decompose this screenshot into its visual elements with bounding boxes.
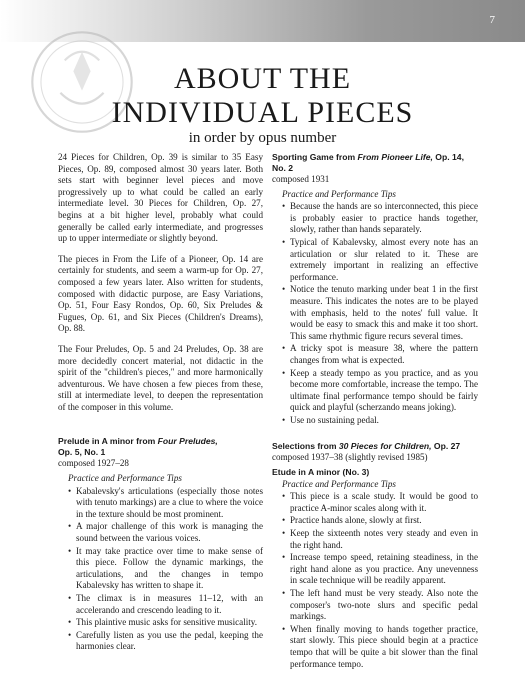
page-title-line2: INDIVIDUAL PIECES: [111, 96, 414, 129]
list-item: • A major challenge of this work is managing the sound between the various voices.: [68, 521, 263, 544]
sporting-composed: composed 1931: [272, 174, 330, 184]
list-item: • Keep a steady tempo as you practice, and as you become more comfortable, increase the tempo. The ultimate final performance tempo should be fairly quick and playful (scherzando means joking).: [282, 368, 478, 414]
list-item: • The left hand must be very steady. Also note the composer's two-note slurs and specific pedal markings.: [282, 588, 478, 623]
etude-heading: Etude in A minor (No. 3): [272, 467, 370, 478]
page-number: 7: [489, 14, 495, 26]
sporting-tips-list: [282, 201, 478, 426]
list-item: • Typical of Kabalevsky, almost every note has an articulation or slur related to it. These are extremely important in realizing an effective performance.: [282, 237, 478, 283]
left-column: [58, 152, 263, 654]
etude-tips-title: Practice and Performance Tips: [282, 478, 396, 489]
selections-heading: Selections from 30 Pieces for Children, Op. 27: [272, 441, 461, 452]
list-item: • A tricky spot is measure 38, where the pattern changes from what is expected.: [282, 343, 478, 366]
list-item: • This piece is a scale study. It would be good to practice A-minor scales along with it.: [282, 491, 478, 514]
sporting-heading: Sporting Game from From Pioneer Life, Op. 14, No. 2: [272, 152, 464, 173]
selections-composed: composed 1937–38 (slightly revised 1985): [272, 452, 428, 463]
list-item: • Because the hands are so interconnected, this piece is probably easier to practice hands together, slowly, rather than hands separately.: [282, 201, 478, 236]
right-column: [272, 152, 478, 671]
list-item: • Kabalevsky's articulations (especially those notes with tenuto markings) are a clue to where the voice in the texture should be most prominent.: [68, 486, 263, 521]
intro-paragraph-2: The pieces in From the Life of a Pioneer, Op. 14 are certainly for students, and seem a warm-up for Op. 27, composed a few years later. Also written for students, composed with didactic purpose, are Easy Variations, Op. 51, Four Easy Rondos, Op. 60, Six Preludes & Fugues, Op. 61, and Six Pieces (Children's Dreams), Op. 88.: [58, 253, 263, 334]
list-item: • It may take practice over time to make sense of this piece. Follow the dynamic markings, the articulations, and the changes in tempo Kabalevsky has written to shape it.: [68, 546, 263, 592]
list-item: • Use no sustaining pedal.: [282, 415, 478, 427]
intro-paragraph-1: 24 Pieces for Children, Op. 39 is similar to 35 Easy Pieces, Op. 89, composed almost 30 years later. Both sets start with beginner level pieces and move progressively up to what could be called an early intermediate level. 30 Pieces for Children, Op. 27, begins at a bit higher level, probably what could generally be called early intermediate, and progresses up to upper intermediate or slightly beyond.: [58, 152, 263, 244]
prelude-heading: Prelude in A minor from Four Preludes, Op. 5, No. 1: [58, 436, 218, 458]
list-item: • Practice hands alone, slowly at first.: [282, 515, 478, 527]
intro-paragraph-3: The Four Preludes, Op. 5 and 24 Preludes, Op. 38 are more decidedly concert material, not didactic in the spirit of the "children's pieces," and more harmonically adventurous. We have chosen a few pieces from these, still at intermediate level, to deepen the representation of the composer in this volume.: [58, 343, 263, 412]
page-title-line1: ABOUT THE: [173, 62, 352, 95]
prelude-composed: composed 1927–28: [58, 458, 129, 469]
list-item: • Keep the sixteenth notes very steady and even in the right hand.: [282, 528, 478, 551]
etude-tips-list: [282, 491, 478, 670]
list-item: • Increase tempo speed, retaining steadiness, in the right hand alone as you practice. Any unevenness in scale technique will be readily apparent.: [282, 552, 478, 587]
list-item: • Notice the tenuto marking under beat 1 in the first measure. This indicates the notes are to be played with emphasis, held to the notes' full value. It would be easy to smack this and make it too short. This same rhythmic figure recurs several times.: [282, 284, 478, 342]
list-item: • The climax is in measures 11–12, with an accelerando and crescendo leading to it.: [68, 593, 263, 616]
prelude-tips-list: [68, 486, 263, 653]
list-item: • Carefully listen as you use the pedal, keeping the harmonies clear.: [68, 630, 263, 653]
sporting-tips-title: Practice and Performance Tips: [282, 188, 396, 199]
prelude-tips-title: Practice and Performance Tips: [68, 473, 182, 484]
page-subtitle: in order by opus number: [188, 130, 337, 146]
list-item: • This plaintive music asks for sensitive musicality.: [68, 617, 263, 629]
list-item: • When finally moving to hands together practice, start slowly. This piece should begin at a practice tempo that will be quite a bit slower than the final performance tempo.: [282, 624, 478, 670]
